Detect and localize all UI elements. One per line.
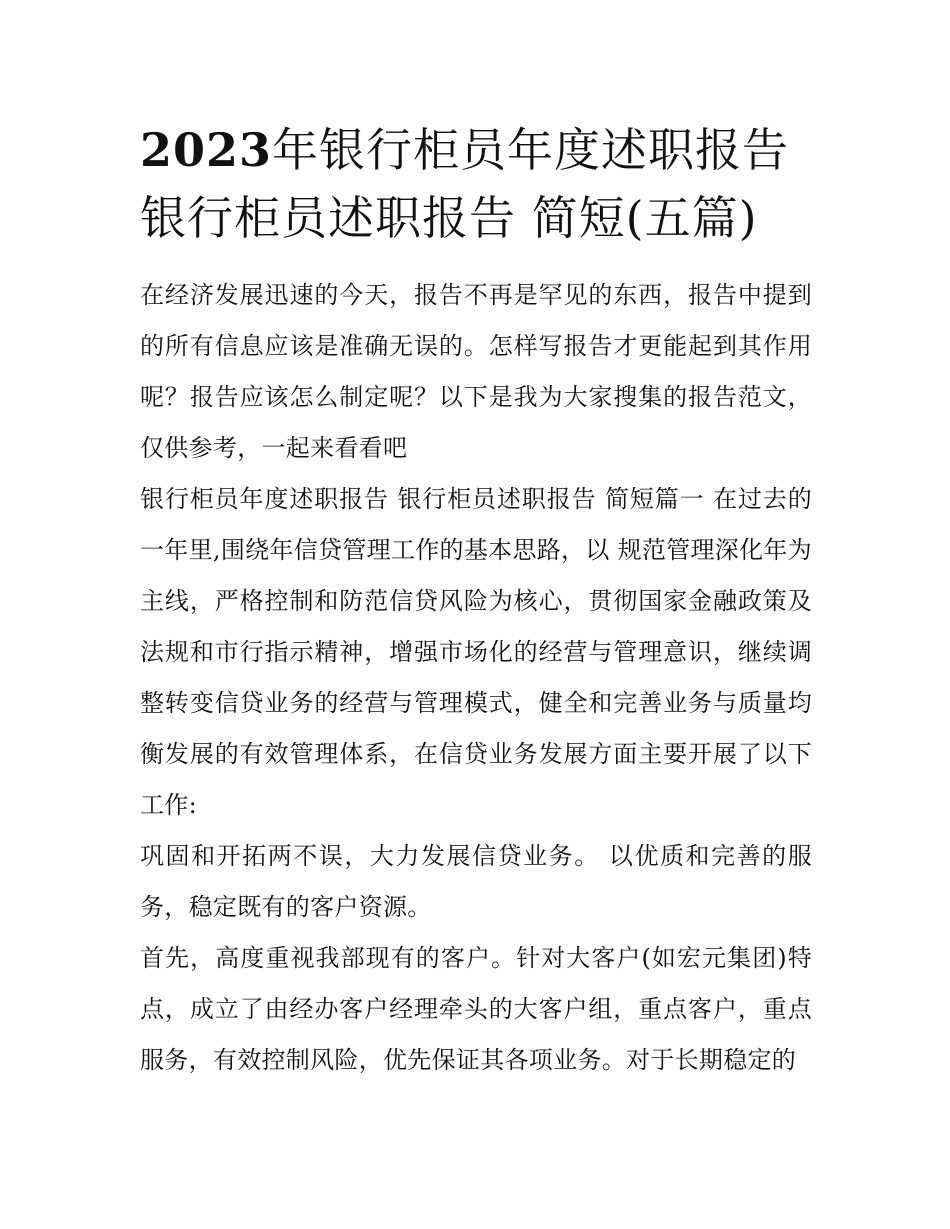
section-one-paragraph: 银行柜员年度述职报告 银行柜员述职报告 简短篇一 在过去的一年里,围绕年信贷管理工作的基本思路，以 规范管理深化年为主线，严格控制和防范信贷风险为核心，贯彻国家金融政策及法规和市行指示精神，增强市场化的经营与管理意识，继续调整转变信贷业务的经营与管理模式，健全和完善业务与质量均衡发展的有效管理体系，在信贷业务发展方面主要开展了以下工作: — [140, 485, 812, 819]
key-clients-paragraph: 首先，高度重视我部现有的客户。针对大客户(如宏元集团)特点，成立了由经办客户经理牵头的大客户组，重点客户，重点服务，有效控制风险，优先保证其各项业务。对于长期稳定的 — [140, 944, 812, 1074]
consolidate-paragraph: 巩固和开拓两不误，大力发展信贷业务。 以优质和完善的服务，稳定既有的客户资源。 — [140, 842, 812, 921]
title-text: 年银行柜员年度述职报告银行柜员述职报告 简短(五篇) — [140, 123, 790, 245]
title-year: 2023 — [140, 123, 273, 177]
intro-paragraph: 在经济发展迅速的今天，报告不再是罕见的东西，报告中提到的所有信息应该是准确无误的。怎样写报告才更能起到其作用呢？报告应该怎么制定呢？以下是我为大家搜集的报告范文，仅供参考，一起来看看吧 — [140, 281, 812, 462]
document-body — [140, 116, 812, 1086]
document-title — [140, 116, 812, 252]
